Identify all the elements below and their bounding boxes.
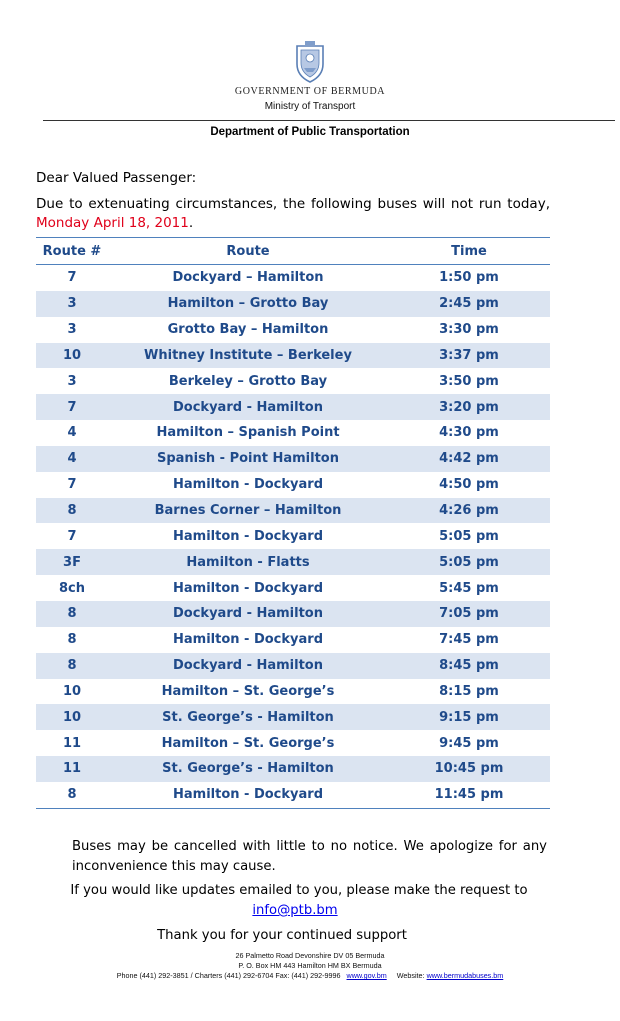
route-time: 5:05 pm [439, 554, 499, 570]
route-time: 10:45 pm [434, 761, 504, 777]
thanks-line [0, 928, 620, 943]
route-number: 4 [67, 425, 77, 441]
ministry-title: Ministry of Transport [264, 101, 356, 112]
table-row [36, 756, 550, 782]
route-number: 11 [62, 761, 82, 777]
table-row [36, 394, 550, 420]
route-number: 11 [62, 735, 82, 751]
route-name: Hamilton - Dockyard [173, 632, 323, 648]
table-row [36, 420, 550, 446]
route-name: Dockyard - Hamilton [173, 606, 323, 622]
table-row [36, 730, 550, 756]
route-name: St. George’s - Hamilton [162, 709, 334, 725]
table-row [36, 601, 550, 627]
route-number: 3 [67, 373, 77, 389]
route-number: 10 [62, 683, 82, 699]
route-time: 2:45 pm [439, 296, 499, 312]
route-name: Hamilton - Dockyard [173, 477, 323, 493]
route-number: 7 [67, 270, 77, 286]
department-title: Department of Public Transportation [210, 126, 410, 138]
route-name: Hamilton - Flatts [186, 554, 310, 570]
route-name: Whitney Institute – Berkeley [144, 347, 352, 363]
route-time: 4:42 pm [439, 451, 499, 467]
cancelled-routes-table [36, 237, 550, 809]
route-time: 7:05 pm [439, 606, 499, 622]
route-time: 3:50 pm [439, 373, 499, 389]
table-row [36, 627, 550, 653]
route-time: 3:20 pm [439, 399, 499, 415]
route-number: 8 [67, 503, 77, 519]
route-number: 8 [67, 632, 77, 648]
intro-text: Due to extenuating circumstances, the following buses will not run today, [36, 196, 550, 212]
route-number: 8 [67, 787, 77, 803]
route-number: 10 [62, 347, 82, 363]
table-row [36, 575, 550, 601]
route-time: 9:15 pm [439, 709, 499, 725]
table-row [36, 472, 550, 498]
header-route: Route [226, 243, 270, 259]
route-time: 9:45 pm [439, 735, 499, 751]
table-row [36, 291, 550, 317]
header-route-number: Route # [42, 243, 102, 259]
contact-line [0, 971, 620, 980]
route-name: Hamilton - Dockyard [173, 580, 323, 596]
header-divider [43, 120, 615, 121]
table-row [36, 782, 550, 808]
updates-text [0, 883, 620, 898]
table-header [36, 237, 550, 265]
header-time: Time [451, 243, 487, 259]
route-number: 8 [67, 606, 77, 622]
route-time: 1:50 pm [439, 270, 499, 286]
table-row [36, 653, 550, 679]
route-name: Dockyard – Hamilton [172, 270, 324, 286]
salutation: Dear Valued Passenger: [36, 170, 197, 186]
thanks-text: Thank you for your continued support [157, 928, 407, 943]
route-name: Berkeley – Grotto Bay [168, 373, 328, 389]
route-number: 4 [67, 451, 77, 467]
website-label: Website: [396, 971, 425, 980]
route-name: Hamilton – St. George’s [161, 735, 335, 751]
route-time: 4:50 pm [439, 477, 499, 493]
date-period: . [188, 215, 194, 231]
route-time: 5:05 pm [439, 528, 499, 544]
route-name: Hamilton – Grotto Bay [167, 296, 329, 312]
table-row [36, 679, 550, 705]
bus-website-link[interactable]: www.bermudabuses.bm [426, 971, 504, 980]
route-time: 4:26 pm [439, 503, 499, 519]
route-name: Barnes Corner – Hamilton [154, 503, 342, 519]
bermuda-coat-of-arms-icon [293, 40, 327, 84]
route-name: Hamilton - Dockyard [173, 528, 323, 544]
route-time: 3:37 pm [439, 347, 499, 363]
government-title: GOVERNMENT OF BERMUDA [234, 86, 386, 97]
route-name: St. George’s - Hamilton [162, 761, 334, 777]
route-name: Grotto Bay – Hamilton [167, 322, 329, 338]
route-time: 11:45 pm [434, 787, 504, 803]
route-name: Dockyard - Hamilton [173, 399, 323, 415]
route-time: 4:30 pm [439, 425, 499, 441]
contact-numbers: Phone (441) 292-3851 / Charters (441) 292-6704 Fax: (441) 292-9996 [116, 971, 341, 980]
route-time: 5:45 pm [439, 580, 499, 596]
table-body [36, 265, 550, 809]
route-number: 7 [67, 477, 77, 493]
gov-website-link[interactable]: www.gov.bm [346, 971, 387, 980]
email-line [0, 903, 620, 918]
address-line-1: 26 Palmetto Road Devonshire DV 05 Bermuda [235, 951, 385, 960]
address-line-2: P. O. Box HM 443 Hamilton HM BX Bermuda [238, 961, 382, 970]
email-link[interactable]: info@ptb.bm [252, 903, 338, 918]
route-time: 3:30 pm [439, 322, 499, 338]
table-row [36, 498, 550, 524]
cancellation-date: Monday April 18, 2011 [36, 215, 189, 231]
table-row [36, 446, 550, 472]
route-name: Hamilton - Dockyard [173, 787, 323, 803]
date-line [36, 215, 193, 231]
route-name: Dockyard - Hamilton [173, 658, 323, 674]
route-number: 7 [67, 528, 77, 544]
route-number: 8ch [58, 580, 85, 596]
route-time: 7:45 pm [439, 632, 499, 648]
route-number: 7 [67, 399, 77, 415]
route-number: 3 [67, 296, 77, 312]
cancellation-notice: Buses may be cancelled with little to no notice. We apologize for any inconvenience this may cause. [72, 839, 547, 874]
route-name: Spanish - Point Hamilton [156, 451, 339, 467]
route-number: 3 [67, 322, 77, 338]
table-row [36, 368, 550, 394]
table-row [36, 523, 550, 549]
table-row [36, 704, 550, 730]
route-time: 8:45 pm [439, 658, 499, 674]
route-name: Hamilton – St. George’s [161, 683, 335, 699]
route-name: Hamilton – Spanish Point [156, 425, 340, 441]
updates-request: If you would like updates emailed to you, please make the request to [70, 883, 528, 898]
table-row [36, 317, 550, 343]
table-row [36, 549, 550, 575]
route-number: 8 [67, 658, 77, 674]
route-number: 3F [63, 554, 81, 570]
table-row [36, 343, 550, 369]
route-number: 10 [62, 709, 82, 725]
route-time: 8:15 pm [439, 683, 499, 699]
table-row [36, 265, 550, 291]
